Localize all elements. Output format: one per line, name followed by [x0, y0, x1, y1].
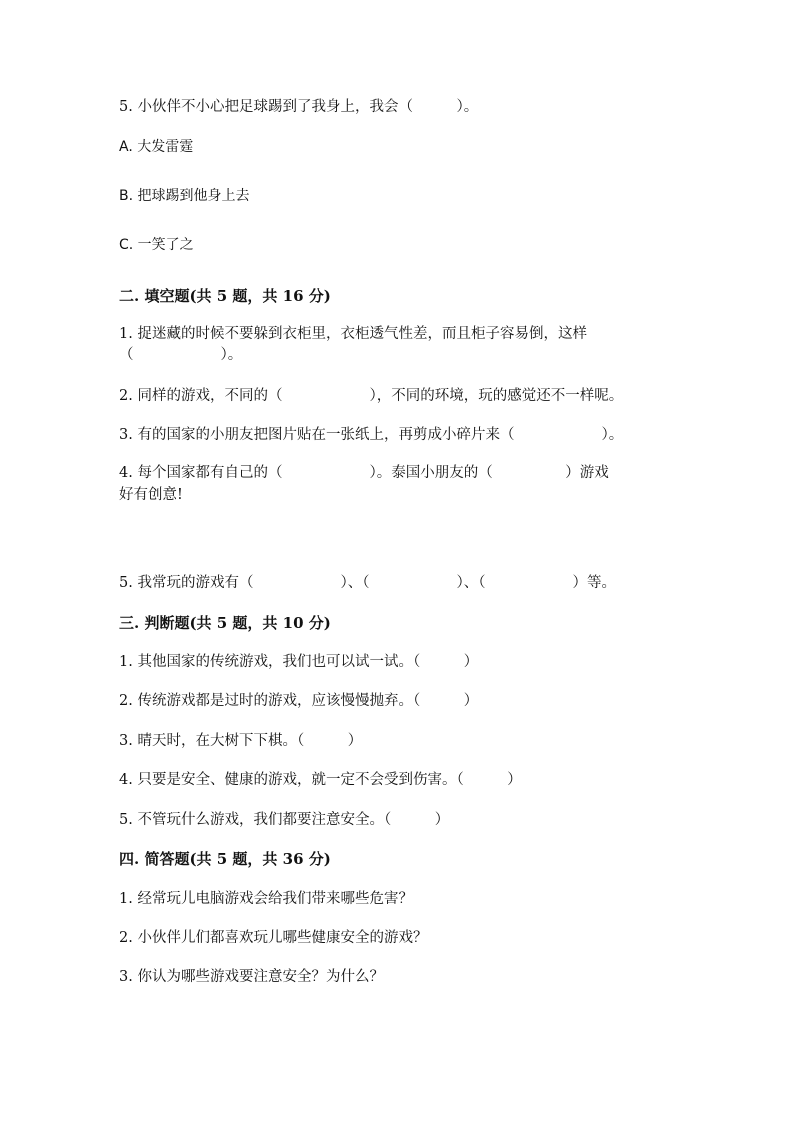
true-false-item-1: 1. 其他国家的传统游戏，我们也可以试一试。（ ） — [119, 654, 479, 670]
question-5-text: 5. 小伙伴不小心把足球踢到了我身上，我会（ ）。 — [119, 99, 479, 115]
true-false-item-4: 4. 只要是安全、健康的游戏，就一定不会受到伤害。（ ） — [119, 772, 522, 788]
option-b: B. 把球踢到他身上去 — [119, 188, 250, 204]
fill-blank-q5: 5. 我常玩的游戏有（ ）、（ ）、（ ）等。 — [119, 575, 616, 591]
short-answer-heading: 四. 简答题(共 5 题，共 36 分) — [119, 850, 331, 868]
option-a: A. 大发雷霆 — [119, 139, 194, 155]
short-answer-item-1: 1. 经常玩儿电脑游戏会给我们带来哪些危害？ — [119, 891, 413, 907]
fill-blank-q1-line1: 1. 捉迷藏的时候不要躲到衣柜里，衣柜透气性差，而且柜子容易倒，这样 — [119, 326, 587, 342]
true-false-item-5: 5. 不管玩什么游戏，我们都要注意安全。（ ） — [119, 812, 450, 828]
true-false-heading: 三. 判断题(共 5 题，共 10 分) — [119, 614, 331, 632]
short-answer-item-3: 3. 你认为哪些游戏要注意安全？为什么？ — [119, 969, 384, 985]
fill-blank-q4-line2: 好有创意! — [119, 487, 183, 503]
fill-blank-q3: 3. 有的国家的小朋友把图片贴在一张纸上，再剪成小碎片来（ ）。 — [119, 427, 624, 443]
fill-blank-heading: 二. 填空题(共 5 题，共 16 分) — [119, 287, 331, 305]
true-false-item-3: 3. 晴天时，在大树下下棋。（ ） — [119, 733, 363, 749]
fill-blank-q2: 2. 同样的游戏，不同的（ ），不同的环境，玩的感觉还不一样呢。 — [119, 388, 624, 404]
fill-blank-q1-line2: （ ）。 — [119, 347, 243, 363]
true-false-item-2: 2. 传统游戏都是过时的游戏，应该慢慢抛弃。（ ） — [119, 693, 479, 709]
option-c: C. 一笑了之 — [119, 237, 194, 253]
short-answer-item-2: 2. 小伙伴儿们都喜欢玩儿哪些健康安全的游戏？ — [119, 930, 428, 946]
fill-blank-q4-line1: 4. 每个国家都有自己的（ ）。泰国小朋友的（ ）游戏 — [119, 465, 609, 481]
